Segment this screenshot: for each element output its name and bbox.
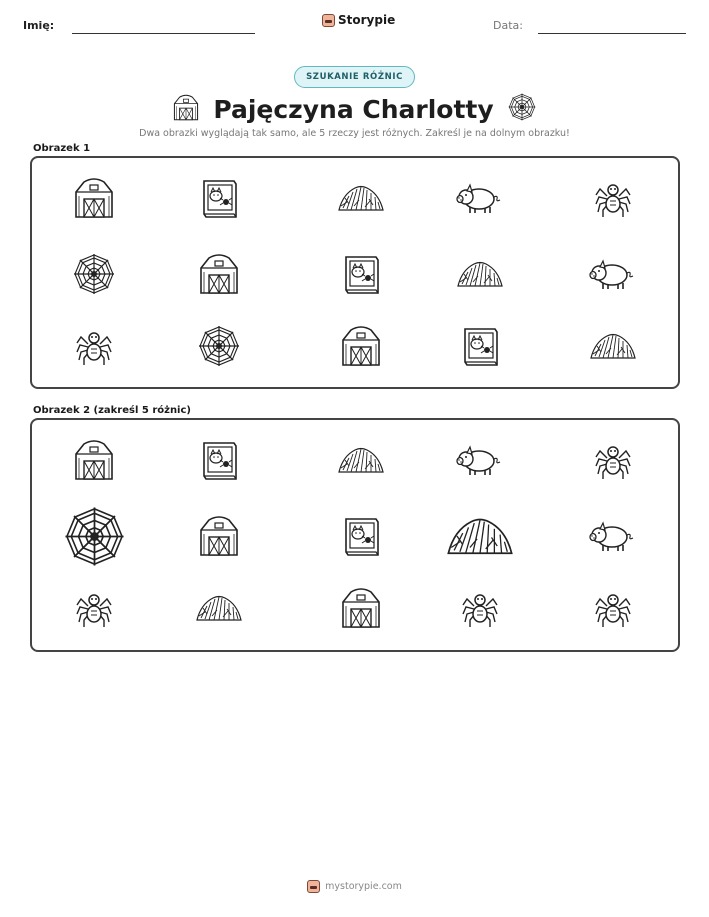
book-icon: [460, 325, 500, 367]
spider-web-icon: [508, 93, 536, 125]
spider-icon[interactable]: [74, 586, 114, 630]
book-icon: [199, 177, 239, 219]
barn-icon[interactable]: [74, 439, 114, 481]
footer: [0, 880, 709, 893]
date-label: Data:: [493, 19, 523, 32]
activity-badge: SZUKANIE RÓŻNIC: [294, 66, 415, 88]
barn-icon: [341, 325, 381, 367]
pig-icon[interactable]: [458, 444, 502, 476]
spider-icon[interactable]: [593, 438, 633, 482]
haystack-icon: [589, 330, 637, 362]
spider-web-icon[interactable]: [64, 506, 125, 567]
spider-icon[interactable]: [460, 586, 500, 630]
spider-icon: [74, 324, 114, 368]
haystack-icon[interactable]: [445, 513, 515, 559]
picture1-label: Obrazek 1: [33, 143, 91, 154]
date-write-line[interactable]: [538, 33, 686, 34]
pie-icon: [322, 14, 335, 27]
picture2-panel[interactable]: [30, 418, 680, 652]
spider-icon[interactable]: [593, 586, 633, 630]
pig-icon[interactable]: [591, 520, 635, 552]
name-label: Imię:: [23, 19, 55, 32]
barn-icon: [199, 253, 239, 295]
spider-icon: [593, 176, 633, 220]
page-title: Pajęczyna Charlotty: [213, 94, 494, 124]
book-icon[interactable]: [199, 439, 239, 481]
footer-url: mystorypie.com: [325, 881, 402, 892]
instructions: Dwa obrazki wyglądają tak samo, ale 5 rzeczy jest różnych. Zakreśl je na dolnym obrazku!: [139, 128, 570, 139]
pig-icon: [591, 258, 635, 290]
name-write-line[interactable]: [72, 33, 255, 34]
brand-logo: [322, 13, 395, 27]
barn-icon[interactable]: [341, 587, 381, 629]
title-row: [0, 91, 709, 127]
pie-icon: [307, 880, 320, 893]
spider-web-icon: [198, 325, 240, 367]
book-icon: [341, 253, 381, 295]
pig-icon: [458, 182, 502, 214]
barn-icon: [173, 94, 199, 125]
picture2-label: Obrazek 2 (zakreśl 5 różnic): [33, 405, 191, 416]
haystack-icon: [337, 182, 385, 214]
picture1-panel: [30, 156, 680, 389]
barn-icon: [74, 177, 114, 219]
barn-icon[interactable]: [199, 515, 239, 557]
haystack-icon[interactable]: [337, 444, 385, 476]
book-icon[interactable]: [341, 515, 381, 557]
spider-web-icon: [73, 253, 115, 295]
haystack-icon[interactable]: [195, 592, 243, 624]
haystack-icon: [456, 258, 504, 290]
brand-name: Storypie: [338, 13, 396, 27]
